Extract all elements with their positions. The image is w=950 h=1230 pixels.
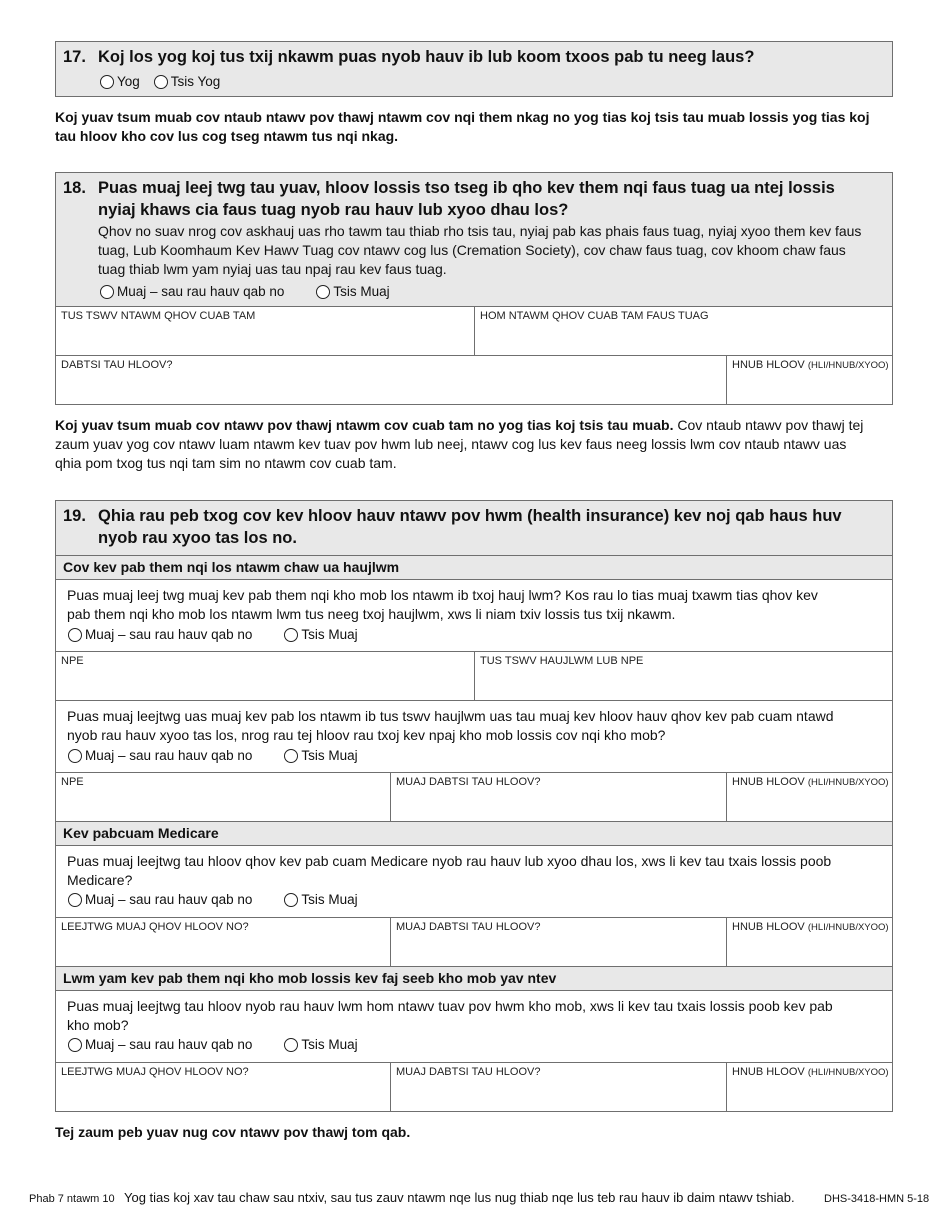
radio-button[interactable] — [154, 75, 168, 89]
other-option-no[interactable]: Tsis Muaj — [284, 1036, 357, 1054]
other-who-field[interactable] — [55, 1062, 391, 1112]
other-who-input[interactable] — [60, 1087, 386, 1107]
q19-title-line2: nyob rau xyoo tas los no. — [98, 529, 297, 547]
q18-desc-line1: Qhov no suav nrog cov askhauj uas rho tawm tau thiab rho tsis tau, nyiaj pab kas phais faus tuag, nyiaj xyoo them kev faus — [98, 223, 862, 239]
employer-q2-date-input[interactable] — [731, 797, 888, 817]
radio-button[interactable] — [100, 75, 114, 89]
employer-q2-date-label: HNUB HLOOV (HLI/HNUB/XYOO) — [732, 776, 889, 788]
other-date-label: HNUB HLOOV (HLI/HNUB/XYOO) — [732, 1066, 889, 1078]
q18-options — [100, 283, 416, 301]
q18-funeral-home-field[interactable] — [474, 306, 893, 356]
medicare-what-changed-input[interactable] — [395, 942, 722, 962]
employer-q2-what-changed-field[interactable] — [390, 772, 727, 822]
medicare-option-yes[interactable]: Muaj – sau rau hauv qab no — [68, 891, 252, 909]
medicare-q-line2: Medicare? — [67, 872, 133, 888]
medicare-who-field[interactable] — [55, 917, 391, 967]
other-q-line2: kho mob? — [67, 1017, 129, 1033]
employer-q2-line1: Puas muaj leejtwg uas muaj kev pab los ntawm ib tus tswv haujlwm uas tau muaj kev hloov hauv qhov kev pab cuam ntawd — [67, 708, 834, 724]
employer-name-field[interactable] — [55, 651, 475, 701]
radio-button[interactable] — [284, 1038, 298, 1052]
q18-date-label: HNUB HLOOV (HLI/HNUB/XYOO) — [732, 359, 889, 371]
employer-q2-name-input[interactable] — [60, 797, 386, 817]
q18-funeral-home-input[interactable] — [479, 331, 888, 351]
footer-form-id: DHS-3418-HMN 5-18 — [824, 1193, 930, 1205]
other-what-changed-field[interactable] — [390, 1062, 727, 1112]
medicare-date-field[interactable] — [726, 917, 893, 967]
employer-q2-what-changed-input[interactable] — [395, 797, 722, 817]
other-who-label: LEEJTWG MUAJ QHOV HLOOV NO? — [61, 1066, 249, 1078]
employer-q2-what-changed-label: MUAJ DABTSI TAU HLOOV? — [396, 776, 541, 788]
other-coverage-heading: Lwm yam kev pab them nqi kho mob lossis kev faj seeb kho mob yav ntev — [55, 966, 893, 991]
q17-option-yes[interactable]: Yog — [100, 73, 140, 91]
q18-note-line2: zaum yuav yog cov ntawv luam ntawm kev tuav pov hwm lub neej, ntawv cog lus kev faus neeg lossis lwm cov ntaub ntawv uas — [55, 436, 847, 452]
radio-button[interactable] — [68, 1038, 82, 1052]
employer-q1-option-yes[interactable]: Muaj – sau rau hauv qab no — [68, 626, 252, 644]
medicare-date-label: HNUB HLOOV (HLI/HNUB/XYOO) — [732, 921, 889, 933]
q18-date-input[interactable] — [731, 380, 888, 400]
radio-button[interactable] — [100, 285, 114, 299]
employer-company-input[interactable] — [479, 676, 888, 696]
radio-button[interactable] — [284, 749, 298, 763]
employer-q1-option-no[interactable]: Tsis Muaj — [284, 626, 357, 644]
q18-owner-input[interactable] — [60, 331, 470, 351]
q18-title-line2: nyiaj khaws cia faus tuag nyob rau hauv lub xyoo dhau los? — [98, 201, 569, 219]
medicare-heading: Kev pabcuam Medicare — [55, 821, 893, 846]
medicare-option-no[interactable]: Tsis Muaj — [284, 891, 357, 909]
q19-number: 19. — [63, 507, 86, 525]
employer-q2-name-field[interactable] — [55, 772, 391, 822]
q17-options — [100, 73, 246, 91]
other-what-changed-label: MUAJ DABTSI TAU HLOOV? — [396, 1066, 541, 1078]
q17-option-no[interactable]: Tsis Yog — [154, 73, 221, 91]
q19-note: Tej zaum peb yuav nug cov ntawv pov thawj tom qab. — [55, 1124, 411, 1140]
medicare-options — [68, 891, 384, 909]
q18-desc-line2: tuag, Lub Koomhaum Kev Hawv Tuag cov ntawv cog lus (Cremation Society), cov chaw faus tuag, cov khoom chaw faus — [98, 242, 846, 258]
employer-q2-option-yes[interactable]: Muaj – sau rau hauv qab no — [68, 747, 252, 765]
radio-button[interactable] — [284, 893, 298, 907]
q18-funeral-home-label: HOM NTAWM QHOV CUAB TAM FAUS TUAG — [480, 310, 709, 322]
radio-button[interactable] — [68, 749, 82, 763]
other-options — [68, 1036, 384, 1054]
employer-company-field[interactable] — [474, 651, 893, 701]
other-date-field[interactable] — [726, 1062, 893, 1112]
other-option-yes[interactable]: Muaj – sau rau hauv qab no — [68, 1036, 252, 1054]
q18-note-line3: qhia pom txog tus nqi tam sim no ntawm cov cuab tam. — [55, 455, 397, 471]
medicare-q-line1: Puas muaj leejtwg tau hloov qhov kev pab cuam Medicare nyob rau hauv lub xyoo dhau los, xws li kev tau txais lossis poob — [67, 853, 832, 869]
employer-q1-options — [68, 626, 384, 644]
q18-owner-field[interactable] — [55, 306, 475, 356]
q17-title: Koj los yog koj tus txij nkawm puas nyob hauv ib lub koom txoos pab tu neeg laus? — [98, 48, 755, 66]
employer-q2-option-no[interactable]: Tsis Muaj — [284, 747, 357, 765]
employer-company-label: TUS TSWV HAUJLWM LUB NPE — [480, 655, 644, 667]
other-what-changed-input[interactable] — [395, 1087, 722, 1107]
employer-heading: Cov kev pab them nqi los ntawm chaw ua haujlwm — [55, 555, 893, 580]
q18-owner-label: TUS TSWV NTAWM QHOV CUAB TAM — [61, 310, 256, 322]
q17-number: 17. — [63, 48, 86, 66]
radio-button[interactable] — [284, 628, 298, 642]
radio-button[interactable] — [316, 285, 330, 299]
footer-page-number: Phab 7 ntawm 10 — [29, 1193, 115, 1205]
q17-note: Koj yuav tsum muab cov ntaub ntawv pov thawj ntawm cov nqi them nkag no yog tias koj tsis tau muab lossis yog tias koj tau hloov kho cov lus cog tseg ntawm tus nqi nkag. — [55, 109, 870, 144]
medicare-what-changed-label: MUAJ DABTSI TAU HLOOV? — [396, 921, 541, 933]
other-q-line1: Puas muaj leejtwg tau hloov nyob rau hauv lwm hom ntawv tuav pov hwm kho mob, xws li kev tau txais lossis poob kev pab — [67, 998, 833, 1014]
employer-name-label: NPE — [61, 655, 84, 667]
q18-date-field[interactable] — [726, 355, 893, 405]
q18-what-changed-field[interactable] — [55, 355, 727, 405]
employer-q2-date-field[interactable] — [726, 772, 893, 822]
q19-title-line1: Qhia rau peb txog cov kev hloov hauv ntawv pov hwm (health insurance) kev noj qab haus huv — [98, 507, 842, 525]
medicare-who-input[interactable] — [60, 942, 386, 962]
q18-what-changed-label: DABTSI TAU HLOOV? — [61, 359, 173, 371]
other-date-input[interactable] — [731, 1087, 888, 1107]
q18-option-yes[interactable]: Muaj – sau rau hauv qab no — [100, 283, 284, 301]
employer-q2-line2: nyob rau hauv xyoo tas los, nrog rau tej hloov rau txoj kev npaj kho mob lossis cov nqi kho mob? — [67, 727, 666, 743]
radio-button[interactable] — [68, 893, 82, 907]
employer-q1-line1: Puas muaj leej twg muaj kev pab them nqi kho mob los ntawm ib txoj hauj lwm? Kos rau lo tias muaj txawm tias qhov kev — [67, 587, 818, 603]
q18-number: 18. — [63, 179, 86, 197]
employer-q2-options — [68, 747, 384, 765]
q18-note-line1: Koj yuav tsum muab cov ntawv pov thawj ntawm cov cuab tam no yog tias koj tsis tau muab. Cov ntaub ntawv pov thawj tej — [55, 417, 864, 433]
q18-desc-line3: tuag thiab lwm yam nyiaj uas tau npaj rau kev faus tuag. — [98, 261, 447, 277]
employer-name-input[interactable] — [60, 676, 470, 696]
footer-instruction: Yog tias koj xav tau chaw sau ntxiv, sau tus zauv ntawm nqe lus nug thiab nqe lus teb rau hauv ib daim ntawv tshiab. — [124, 1190, 795, 1205]
employer-q1-line2: pab them nqi kho mob los ntawm lwm tus neeg txoj haujlwm, xws li niam txiv lossis tus txij nkawm. — [67, 606, 676, 622]
q18-what-changed-input[interactable] — [60, 380, 722, 400]
q18-option-no[interactable]: Tsis Muaj — [316, 283, 389, 301]
employer-q2-name-label: NPE — [61, 776, 84, 788]
medicare-date-input[interactable] — [731, 942, 888, 962]
q18-title-line1: Puas muaj leej twg tau yuav, hloov lossis tso tseg ib qho kev them nqi faus tuag ua ntej lossis — [98, 179, 835, 197]
medicare-who-label: LEEJTWG MUAJ QHOV HLOOV NO? — [61, 921, 249, 933]
medicare-what-changed-field[interactable] — [390, 917, 727, 967]
radio-button[interactable] — [68, 628, 82, 642]
